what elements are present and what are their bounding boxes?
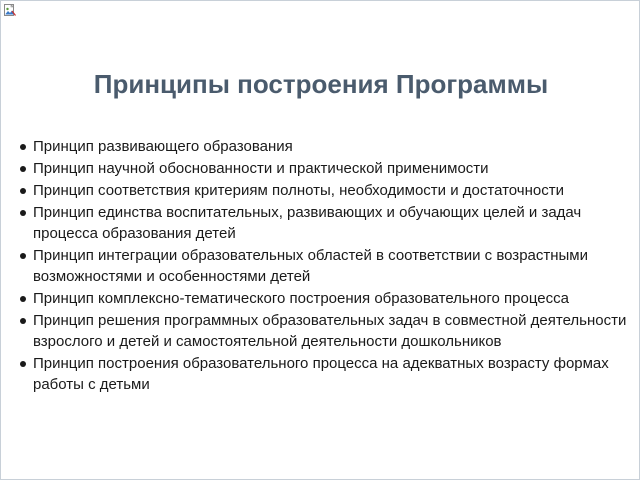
list-item-text: Принцип построения образовательного процесса на адекватных возрасту формах работы с детьми: [33, 355, 609, 393]
bullet-icon: [20, 253, 26, 259]
list-item-text: Принцип развивающего образования: [33, 138, 293, 155]
list-item: [15, 288, 635, 309]
bullet-icon: [20, 144, 26, 150]
list-item-text: Принцип научной обоснованности и практической применимости: [33, 160, 489, 177]
list-item: [15, 353, 635, 395]
list-item-text: Принцип интеграции образовательных областей в соответствии с возрастными возможностями и особенностями детей: [33, 247, 588, 285]
bullet-icon: [20, 166, 26, 172]
list-item-text: Принцип решения программных образовательных задач в совместной деятельности взрослого и детей и самостоятельной деятельности дошкольников: [33, 312, 627, 350]
list-item: [15, 158, 635, 179]
principles-list: [15, 136, 635, 396]
list-item: [15, 136, 635, 157]
slide-title: Принципы построения Программы: [93, 69, 549, 99]
list-item-text: Принцип комплексно-тематического построения образовательного процесса: [33, 290, 569, 307]
list-item: [15, 245, 635, 287]
list-item: [15, 310, 635, 352]
bullet-icon: [20, 361, 26, 367]
list-item-text: Принцип единства воспитательных, развивающих и обучающих целей и задач процесса образования детей: [33, 204, 582, 242]
list-item: [15, 180, 635, 201]
list-item-text: Принцип соответствия критериям полноты, необходимости и достаточности: [33, 182, 564, 199]
bullet-icon: [20, 296, 26, 302]
broken-image-icon: [4, 4, 16, 16]
bullet-icon: [20, 210, 26, 216]
bullet-icon: [20, 188, 26, 194]
bullet-icon: [20, 318, 26, 324]
list-item: [15, 202, 635, 244]
